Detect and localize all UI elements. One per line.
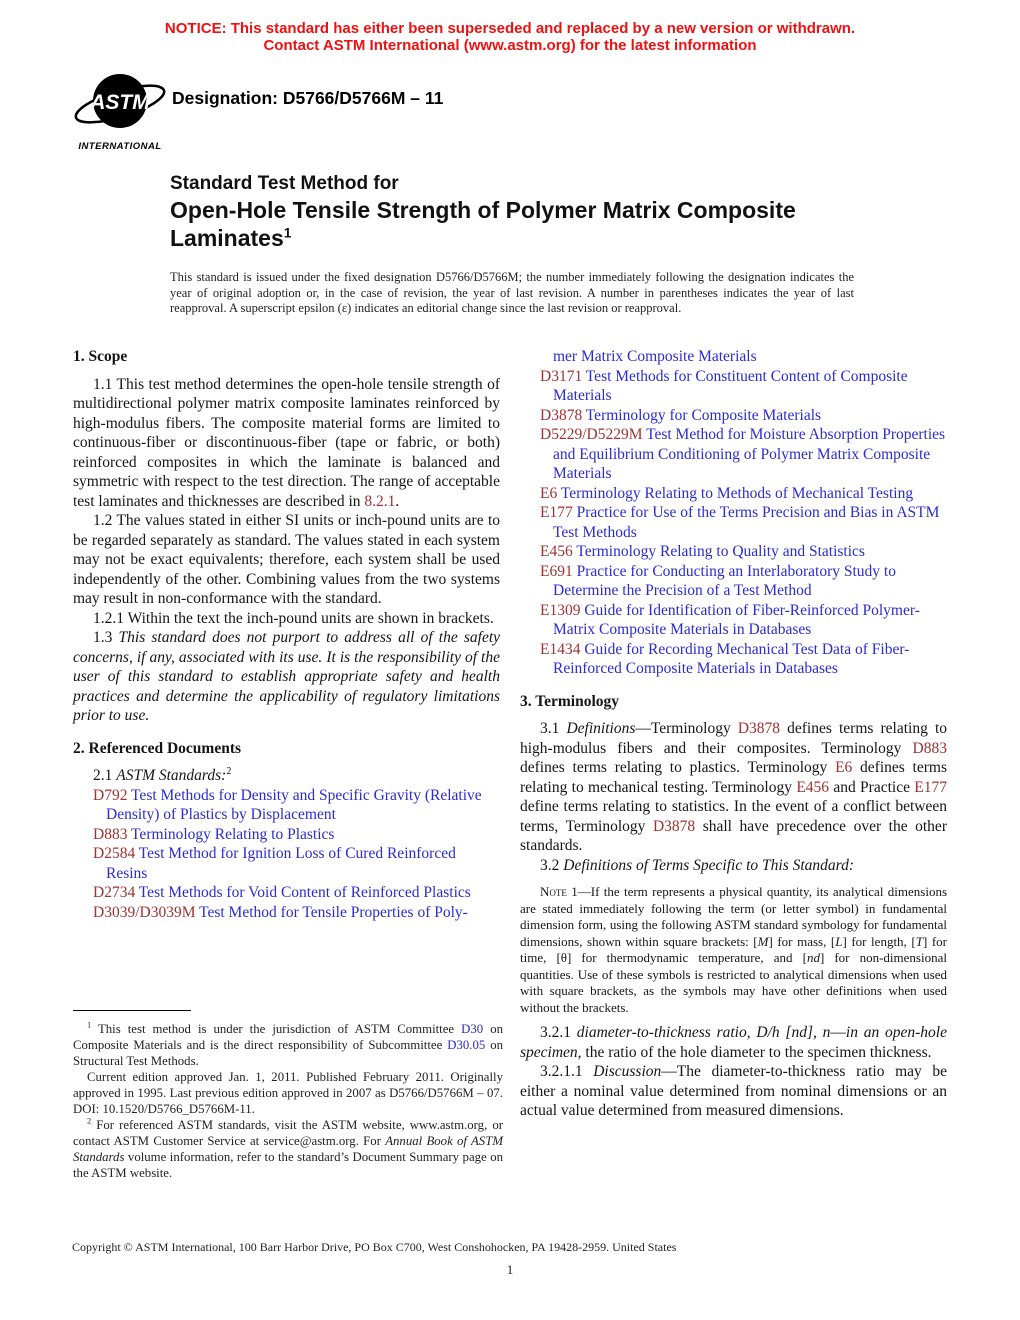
text-segment: This standard does not purport to address all of the safety concerns, if any, associated with its use. It is the responsibility of the user of this standard to establish appropriate safety and health practices and determine the applicability of regulatory limitations prior to use. bbox=[73, 629, 501, 724]
standard-reference-link[interactable]: Terminology for Composite Materials bbox=[582, 406, 822, 424]
section-heading bbox=[73, 739, 500, 759]
standard-reference-link[interactable]: Terminology Relating to Plastics bbox=[127, 825, 335, 843]
paragraph bbox=[73, 609, 500, 629]
standard-reference-link[interactable]: E6 bbox=[835, 759, 853, 776]
standard-reference-link[interactable]: 8.2.1 bbox=[364, 492, 396, 510]
text-segment: 2 bbox=[87, 1116, 92, 1126]
text-segment: 2.1 bbox=[93, 767, 117, 784]
title-kicker: Standard Test Method for bbox=[170, 173, 399, 194]
text-segment: in an open-hole specimen bbox=[520, 1024, 947, 1061]
standard-reference-link[interactable]: Test Methods for Density and Specific Gravity (Relative Density) of Plastics by Displacement bbox=[106, 786, 482, 823]
text-segment: For referenced ASTM standards, visit the ASTM website, www.astm.org, or contact ASTM Customer Service at service@astm.org. For bbox=[73, 1118, 503, 1148]
text-segment: 1.3 bbox=[93, 629, 119, 646]
text-segment: 1. Scope bbox=[73, 348, 128, 365]
text-segment: T bbox=[915, 933, 923, 949]
footnote-divider bbox=[73, 1010, 191, 1011]
standard-reference-link[interactable]: E6 bbox=[540, 484, 558, 502]
standard-reference-link[interactable]: D3878 bbox=[652, 817, 696, 835]
document-title bbox=[170, 172, 860, 252]
reference-continuation bbox=[520, 347, 947, 367]
reference-item bbox=[520, 562, 947, 601]
reference-item bbox=[73, 786, 500, 825]
text-segment: 1.2 The values stated in either SI units or inch-pound units are to be regarded separately as standard. The values stated in each system may not be exact equivalents; therefore, each system shall be used independently of the other. Combining values from the two systems may result in non-conformance with the standard. bbox=[73, 512, 500, 607]
text-segment: 3.2.1.1 bbox=[540, 1063, 594, 1080]
standard-reference-link[interactable]: Guide for Identification of Fiber-Reinforced Polymer-Matrix Composite Materials in Databases bbox=[553, 601, 920, 638]
standard-reference-link[interactable]: D30.05 bbox=[447, 1038, 486, 1052]
standard-reference-link[interactable]: D2734 bbox=[93, 884, 136, 901]
paragraph bbox=[520, 1062, 947, 1121]
text-segment: Note 1— bbox=[540, 884, 591, 899]
reference-item bbox=[73, 844, 500, 883]
text-segment: volume information, refer to the standard’s Document Summary page on the ASTM website. bbox=[73, 1150, 503, 1180]
text-segment: on Structural Test Methods. bbox=[73, 1038, 503, 1068]
text-segment: M bbox=[757, 933, 769, 949]
text-segment: If the term represents a physical quantity, its analytical dimensions are stated immediately following the term (or letter symbol) in fundamental dimension form, using the following ASTM standard symbology for fundamental dimensions, shown within square brackets: [ bbox=[520, 884, 947, 949]
text-segment: ] for time, [θ] for thermodynamic temperature, and [ bbox=[520, 933, 947, 965]
section-heading bbox=[73, 347, 500, 367]
body-columns bbox=[73, 347, 947, 1121]
footnote bbox=[73, 1069, 503, 1117]
notice-line-1: NOTICE: This standard has either been superseded and replaced by a new version or withdrawn. bbox=[164, 20, 856, 37]
page-title bbox=[170, 196, 860, 252]
text-segment: Annual Book of ASTM Standards bbox=[73, 1134, 503, 1164]
standard-reference-link[interactable]: Test Method for Moisture Absorption Properties and Equilibrium Conditioning of Polymer Matrix Composite Materials bbox=[553, 426, 946, 482]
standard-reference-link[interactable]: Practice for Use of the Terms Precision and Bias in ASTM Test Methods bbox=[553, 504, 940, 541]
standard-reference-link[interactable]: Test Methods for Constituent Content of Composite Materials bbox=[553, 367, 908, 404]
paragraph bbox=[520, 719, 947, 856]
standard-reference-link[interactable]: mer Matrix Composite Materials bbox=[553, 348, 757, 365]
reference-item bbox=[520, 640, 947, 679]
text-segment: . bbox=[395, 492, 400, 510]
issue-note: This standard is issued under the fixed designation D5766/D5766M; the number immediately following the designation indicates the year of original adoption or, in the case of revision, the year of last revision. A number in parentheses indicates the year of last reapproval. A superscript epsilon (ε) indicates an editorial change since the last revision or reapproval. bbox=[170, 270, 854, 315]
standard-reference-link[interactable]: E1309 bbox=[540, 601, 581, 619]
left-column bbox=[73, 347, 500, 1121]
reference-item bbox=[520, 367, 947, 406]
standard-reference-link[interactable]: E691 bbox=[540, 562, 573, 580]
text-segment: define terms relating to statistics. In the event of a conflict between terms, Terminology bbox=[520, 798, 947, 835]
reference-item bbox=[520, 503, 947, 542]
text-segment: on Composite Materials and is the direct responsibility of Subcommittee bbox=[73, 1022, 503, 1052]
paragraph bbox=[520, 856, 947, 876]
text-segment: defines terms relating to high-modulus fibers and their composites. Terminology bbox=[520, 720, 948, 757]
text-segment: 2. Referenced Documents bbox=[73, 739, 242, 757]
paragraph bbox=[73, 766, 500, 786]
reference-item bbox=[73, 825, 500, 845]
designation: Designation: D5766/D5766M – 11 bbox=[172, 88, 444, 108]
reference-item bbox=[520, 425, 947, 484]
standard-reference-link[interactable]: D30 bbox=[461, 1022, 484, 1036]
standard-reference-link[interactable]: Terminology Relating to Quality and Statistics bbox=[572, 543, 865, 560]
footnotes-list bbox=[73, 1021, 503, 1181]
paragraph bbox=[73, 628, 500, 726]
logo-international-label: INTERNATIONAL bbox=[78, 141, 162, 152]
reference-item bbox=[520, 484, 947, 504]
text-segment: —The diameter-to-thickness ratio may be either a nominal value determined from nominal dimensions or an actual value determined from measured dimensions. bbox=[520, 1063, 947, 1119]
right-column bbox=[520, 347, 947, 1121]
footnote bbox=[73, 1117, 503, 1181]
standard-reference-link[interactable]: Guide for Recording Mechanical Test Data of Fiber-Reinforced Composite Materials in Databases bbox=[553, 640, 910, 677]
standard-reference-link[interactable]: D3878 bbox=[540, 406, 583, 424]
text-segment: Definitions bbox=[566, 720, 636, 737]
notice-banner bbox=[0, 20, 1020, 54]
title-footnote-marker: 1 bbox=[283, 225, 292, 241]
text-segment: —Terminology bbox=[635, 720, 738, 737]
standard-reference-link[interactable]: D5229/D5229M bbox=[540, 426, 643, 443]
reference-item bbox=[520, 406, 947, 426]
text-segment: diameter-to-thickness ratio, D/h [nd], n bbox=[576, 1024, 831, 1041]
paragraph bbox=[73, 511, 500, 609]
standard-reference-link[interactable]: Test Method for Tensile Properties of Poly- bbox=[195, 903, 468, 921]
text-segment: 1.1 This test method determines the open-hole tensile strength of multidirectional polymer matrix composite laminates reinforced by high-modulus fibers. The composite material forms are limited to continuous-fiber or discontinuous-fiber (tape or fabric, or both) reinforced composites in which the laminate is balanced and symmetric with respect to the test direction. The range of acceptable test laminates and thicknesses are described in bbox=[73, 375, 500, 510]
paragraph bbox=[520, 1023, 947, 1062]
standard-reference-link[interactable]: D3171 bbox=[540, 367, 583, 385]
text-segment: L bbox=[835, 933, 843, 949]
reference-item bbox=[73, 903, 500, 923]
standard-reference-link[interactable]: D3039/D3039M bbox=[93, 903, 196, 921]
text-segment: 3.2.1 bbox=[540, 1024, 577, 1041]
text-segment: ] for mass, [ bbox=[768, 933, 836, 949]
text-segment: and Practice bbox=[829, 778, 915, 796]
text-segment: ASTM Standards: bbox=[116, 767, 227, 784]
text-segment: 1 bbox=[87, 1020, 92, 1030]
text-segment: 3. Terminology bbox=[520, 692, 620, 710]
copyright: Copyright © ASTM International, 100 Barr Harbor Drive, PO Box C700, West Conshohocken, PA 19428-2959. United States bbox=[72, 1240, 677, 1254]
standard-reference-link[interactable]: Test Methods for Void Content of Reinforced Plastics bbox=[135, 884, 471, 901]
standard-reference-link[interactable]: E1434 bbox=[540, 640, 581, 658]
astm-logo bbox=[72, 68, 168, 152]
page-number: 1 bbox=[506, 1262, 514, 1277]
standard-reference-link[interactable]: D792 bbox=[93, 786, 128, 804]
standard-reference-link[interactable]: Practice for Conducting an Interlaboratory Study to Determine the Precision of a Test Method bbox=[553, 562, 896, 599]
text-segment: defines terms relating to plastics. Terminology bbox=[520, 759, 836, 776]
standard-reference-link[interactable]: E456 bbox=[540, 543, 573, 560]
footnotes-section bbox=[73, 1010, 503, 1181]
standard-reference-link[interactable]: D883 bbox=[93, 825, 128, 843]
text-segment: — bbox=[830, 1024, 846, 1041]
text-segment: nd bbox=[806, 950, 820, 965]
standard-reference-link[interactable]: D883 bbox=[912, 739, 947, 757]
standard-reference-link[interactable]: E177 bbox=[914, 778, 947, 796]
text-segment: Definitions of Terms Specific to This Standard: bbox=[563, 856, 855, 874]
notice-line-2: Contact ASTM International (www.astm.org) for the latest information bbox=[263, 37, 757, 54]
standard-reference-link[interactable]: E177 bbox=[540, 504, 573, 521]
reference-item bbox=[520, 542, 947, 562]
astm-logo-graphic bbox=[72, 68, 168, 140]
text-segment: Discussion bbox=[593, 1063, 662, 1080]
note bbox=[520, 884, 947, 1016]
section-heading bbox=[520, 692, 947, 712]
svg-text:ASTM: ASTM bbox=[90, 91, 150, 114]
text-segment: defines terms relating to mechanical testing. Terminology bbox=[520, 759, 947, 796]
text-segment: ] for length, [ bbox=[842, 933, 916, 949]
standard-reference-link[interactable]: Terminology Relating to Methods of Mechanical Testing bbox=[557, 484, 914, 502]
text-segment: 1.2.1 Within the text the inch-pound units are shown in brackets. bbox=[93, 609, 494, 627]
text-segment: 3.1 bbox=[540, 720, 567, 737]
reference-item bbox=[520, 601, 947, 640]
text-segment: , the ratio of the hole diameter to the specimen thickness. bbox=[577, 1043, 932, 1061]
reference-item bbox=[73, 883, 500, 903]
text-segment: Current edition approved Jan. 1, 2011. Published February 2011. Originally approved in 1995. Last previous edition approved in 2007 as D5766/D5766M – 07. DOI: 10.1520/D5766_D5766M-11. bbox=[73, 1070, 503, 1116]
text-segment: This test method is under the jurisdiction of ASTM Committee bbox=[91, 1022, 462, 1036]
text-segment: 3.2 bbox=[540, 856, 564, 874]
text-segment: ] for non-dimensional quantities. Use of these symbols is restricted to analytical dimensions when used with square brackets, as the symbols may have other definitions when used without the brackets. bbox=[520, 950, 947, 1015]
standard-reference-link[interactable]: Test Method for Ignition Loss of Cured Reinforced Resins bbox=[106, 845, 456, 882]
standard-reference-link[interactable]: D2584 bbox=[93, 845, 136, 862]
paragraph bbox=[73, 375, 500, 512]
footnote bbox=[73, 1021, 503, 1069]
text-segment: 2 bbox=[226, 765, 232, 777]
title-text: Open-Hole Tensile Strength of Polymer Matrix Composite Laminates bbox=[170, 197, 796, 251]
text-segment: shall have precedence over the other standards. bbox=[520, 817, 947, 854]
standard-reference-link[interactable]: D3878 bbox=[737, 720, 781, 737]
standard-reference-link[interactable]: E456 bbox=[796, 778, 830, 796]
